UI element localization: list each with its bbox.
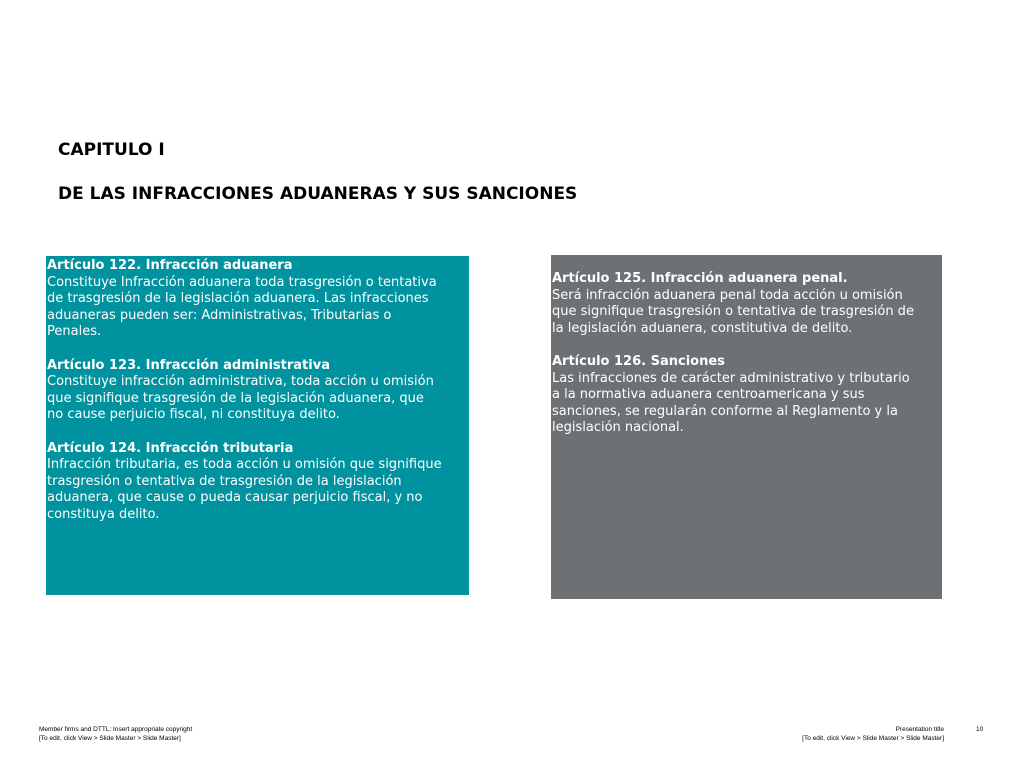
footer-title-line: Presentation title [895, 726, 944, 733]
article-body: Constituye infracción administrativa, toda acción u omisión que signifique trasgresión de la legislación aduanera, que no cause perjuicio fiscal, ni constituya delito. [47, 374, 434, 423]
footer-copyright [39, 726, 192, 743]
article-body: Constituye Infracción aduanera toda trasgresión o tentativa de trasgresión de la legislación aduanera. Las infracciones aduaneras pueden ser: Administrativas, Tributarias o Penales. [47, 274, 437, 340]
section-subtitle: DE LAS INFRACCIONES ADUANERAS Y SUS SANCIONES [58, 184, 578, 204]
footer-edit-hint: [To edit, click View > Slide Master > Slide Master] [39, 734, 181, 742]
footer-copyright-line: Member firms and DTTL: Insert appropriate copyright [39, 726, 193, 733]
chapter-title: CAPITULO I [58, 140, 165, 160]
article-title: Artículo 124. Infracción tributaria [47, 440, 294, 456]
page-number: 10 [976, 726, 984, 733]
article-body: Será infracción aduanera penal toda acción u omisión que signifique trasgresión o tentativa de trasgresión de la legislación aduanera, constitutiva de delito. [552, 287, 914, 336]
article-123 [47, 358, 469, 424]
article-126 [552, 354, 942, 437]
footer-edit-hint: [To edit, click View > Slide Master > Slide Master] [802, 734, 944, 742]
left-article-box [46, 256, 469, 595]
article-124 [47, 441, 469, 524]
article-title: Artículo 123. Infracción administrativa [47, 357, 330, 373]
article-body: Infracción tributaria, es toda acción u omisión que signifique trasgresión o tentativa de trasgresión de la legislación aduanera, que cause o pueda causar perjuicio fiscal, y no constituya delito. [47, 457, 442, 522]
article-125 [552, 271, 942, 337]
right-article-box [551, 255, 942, 599]
article-body: Las infracciones de carácter administrativo y tributario a la normativa aduanera centroamericana y sus sanciones, se regularán conforme al Reglamento y la legislación nacional. [552, 370, 910, 436]
footer-presentation-title [802, 726, 944, 743]
article-title: Artículo 125. Infracción aduanera penal. [552, 271, 848, 286]
article-title: Artículo 126. Sanciones [552, 353, 725, 369]
article-122 [47, 258, 469, 341]
article-title: Artículo 122. Infracción aduanera [47, 258, 293, 273]
